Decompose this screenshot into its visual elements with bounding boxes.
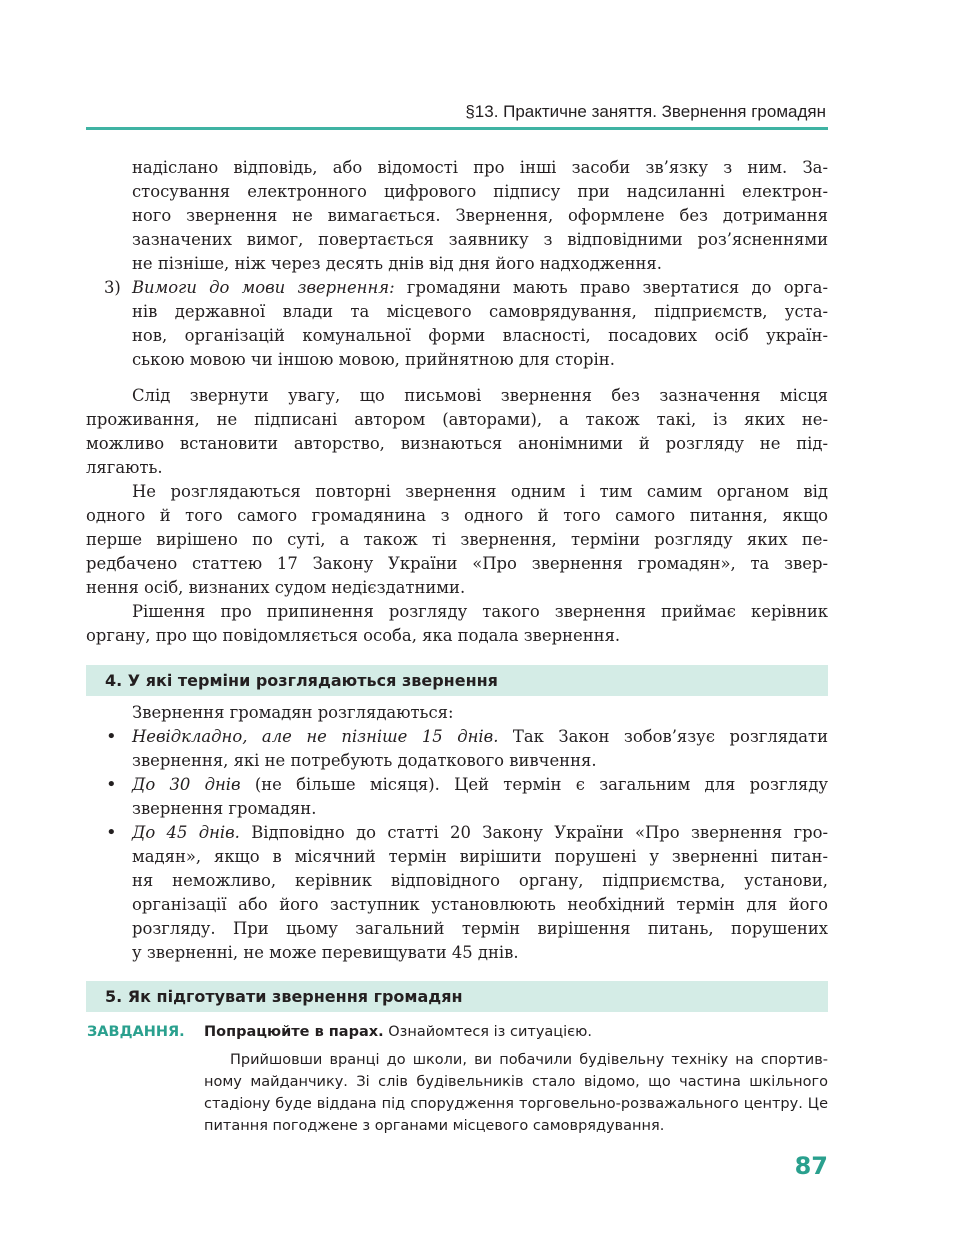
text-line: До 45 днів. Відповідно до статті 20 Закону України «Про звернення гро- [132, 823, 828, 842]
text-line: питання погоджене з органами місцевого самоврядування. [204, 1118, 665, 1134]
running-header: §13. Практичне заняття. Звернення громадян [465, 102, 826, 121]
section-title: 5. Як підготувати звернення громадян [105, 987, 463, 1006]
task-instruction: Попрацюйте в парах. Ознайомтеся із ситуацією. [204, 1024, 592, 1040]
page-number: 87 [794, 1152, 828, 1180]
italic-term: До 30 днів [132, 775, 241, 794]
text-line: нов, організацій комунальної форми власності, посадових осіб україн- [132, 326, 828, 345]
text-line: Звернення громадян розглядаються: [132, 703, 454, 722]
text-line: стадіону буде віддана під спорудження торговельно-розважального центру. Це [204, 1096, 828, 1112]
section-heading-4 [86, 665, 828, 696]
section-title: 4. У які терміни розглядаються звернення [105, 671, 498, 690]
text-line: Не розглядаються повторні звернення одним і тим самим органом від [132, 482, 828, 501]
text-line: стосування електронного цифрового підпису при надсиланні електрон- [132, 182, 828, 201]
text-line: Невідкладно, але не пізніше 15 днів. Так Закон зобов’язує розглядати [132, 727, 829, 746]
text-line: перше вирішено по суті, а також ті звернення, терміни розгляду яких пе- [86, 530, 828, 549]
task-label: ЗАВДАННЯ. [87, 1024, 185, 1040]
text-line: організації або його заступник установлюють необхідний термін для його [132, 895, 828, 914]
text-line: Прийшовши вранці до школи, ви побачили будівельну техніку на спортив- [230, 1052, 828, 1068]
bullet-marker: • [106, 822, 117, 843]
text-line: ного звернення не вимагається. Звернення, оформлене без дотримання [132, 206, 828, 225]
text-line: ня неможливо, керівник відповідного органу, підприємства, установи, [132, 871, 828, 890]
text-line: ному майданчику. Зі слів будівельників стало відомо, що частина шкільного [204, 1074, 828, 1090]
italic-term: Вимоги до мови звернення: [132, 278, 395, 297]
header-divider [86, 127, 828, 130]
text-line: нення осіб, визнаних судом недієздатними. [86, 578, 466, 597]
italic-term: До 45 днів. [132, 823, 240, 842]
text-line: До 30 днів (не більше місяця). Цей термін є загальним для розгляду [132, 775, 828, 794]
bullet-marker: • [106, 774, 117, 795]
section-heading-5 [86, 981, 828, 1012]
text-line: зазначених вимог, повертається заявнику з відповідними роз’ясненнями [132, 230, 828, 249]
bullet-marker: • [106, 726, 117, 747]
text-line: мадян», якщо в місячний термін вирішити порушені у зверненні питан- [132, 847, 828, 866]
text-line: звернення громадян. [132, 799, 317, 818]
text-line: надіслано відповідь, або відомості про інші засоби зв’язку з ним. За- [132, 158, 828, 177]
text-line: редбачено статтею 17 Закону України «Про звернення громадян», та звер- [86, 554, 828, 573]
text-line: Рішення про припинення розгляду такого звернення приймає керівник [132, 602, 828, 621]
text-line: одного й того самого громадянина з одного й того самого питання, якщо [86, 506, 828, 525]
text-line: можливо встановити авторство, визнаються анонімними й розгляду не під- [86, 434, 828, 453]
text-line: Вимоги до мови звернення: громадяни мають право звертатися до орга- [132, 278, 828, 297]
text-line: звернення, які не потребують додаткового вивчення. [132, 751, 597, 770]
text-line: Слід звернути увагу, що письмові звернення без зазначення місця [132, 386, 828, 405]
text-line: нів державної влади та місцевого самоврядування, підприємств, уста- [132, 302, 828, 321]
text-line: розгляду. При цьому загальний термін вирішення питань, порушених [132, 919, 828, 938]
text-line: лягають. [86, 458, 163, 477]
italic-term: Невідкладно, але не пізніше 15 днів. [132, 727, 499, 746]
text-line: у зверненні, не може перевищувати 45 днів. [132, 943, 519, 962]
text-line: ською мовою чи іншою мовою, прийнятною для сторін. [132, 350, 615, 369]
list-number: 3) [104, 278, 121, 297]
text-line: не пізніше, ніж через десять днів від дня його надходження. [132, 254, 662, 273]
text-line: проживання, не підписані автором (авторами), а також такі, із яких не- [86, 410, 828, 429]
text-line: органу, про що повідомляється особа, яка подала звернення. [86, 626, 621, 645]
